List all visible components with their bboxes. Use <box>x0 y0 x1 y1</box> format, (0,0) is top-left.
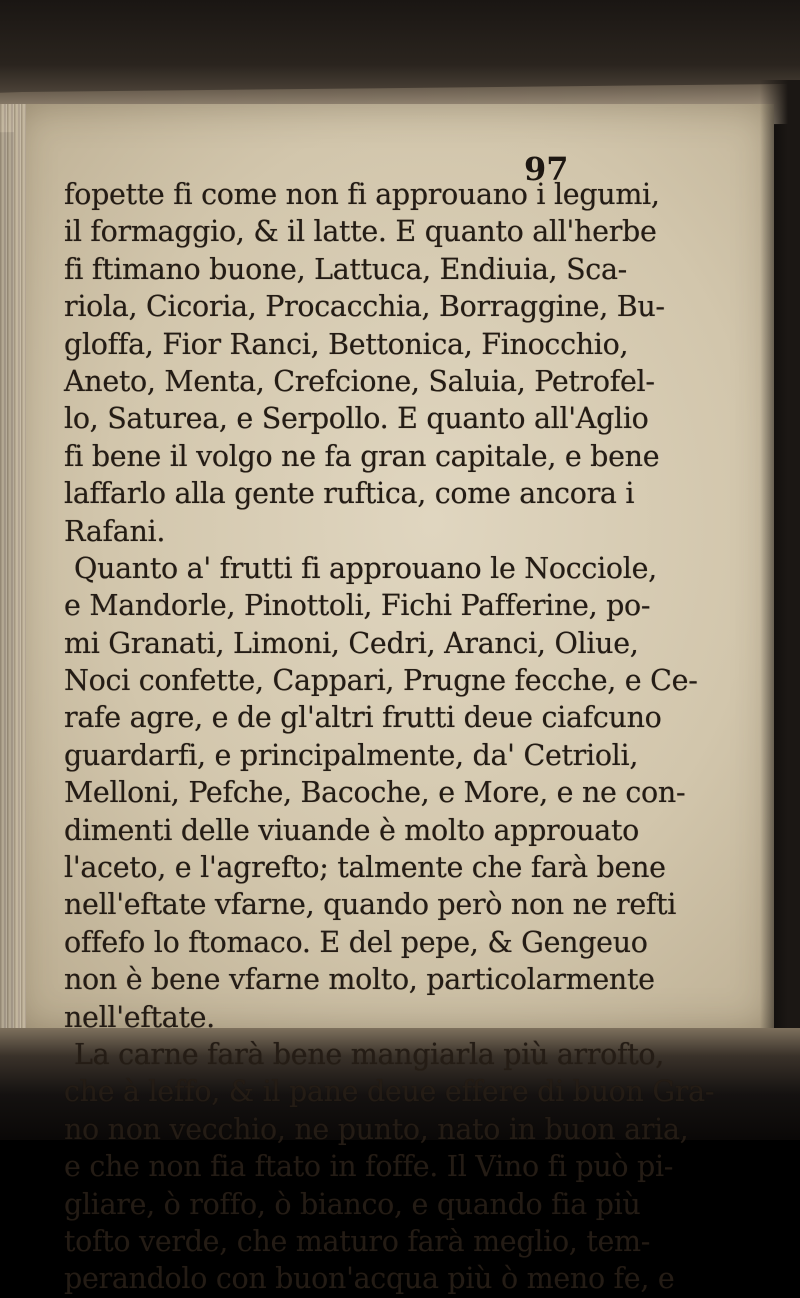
text-line: Aneto, Menta, Crefcione, Saluia, Petrofel- <box>64 364 655 398</box>
text-line: laffarlo alla gente ruftica, come ancora i <box>64 477 635 511</box>
text-line: no non vecchio, ne punto, nato in buon aria, <box>64 1112 689 1146</box>
text-line: fi bene il volgo ne fa gran capitale, e bene <box>64 439 660 473</box>
scan-top-dark-margin <box>0 0 800 92</box>
text-line: e Mandorle, Pinottoli, Fichi Pafferine, po- <box>64 589 651 623</box>
text-line: mi Granati, Limoni, Cedri, Aranci, Oliue, <box>64 626 639 660</box>
text-line: gliare, ò roffo, ò bianco, e quando fia più <box>64 1187 641 1221</box>
text-line: l'aceto, e l'agrefto; talmente che farà bene <box>64 851 666 885</box>
text-line: fi ftimano buone, Lattuca, Endiuia, Sca- <box>64 252 627 286</box>
page-number: 97 <box>524 150 569 188</box>
text-line: rafe agre, e de gl'altri frutti deue ciafcuno <box>64 701 662 735</box>
text-line: nell'eftate. <box>64 1000 215 1034</box>
text-line: Noci confette, Cappari, Prugne fecche, e Ce- <box>64 664 698 698</box>
text-line: offefo lo ftomaco. E del pepe, & Gengeuo <box>64 925 648 959</box>
text-line: tofto verde, che maturo farà meglio, tem- <box>64 1224 651 1258</box>
text-line: fopette fi come non fi approuano i legumi, <box>64 178 660 211</box>
text-line: Melloni, Pefche, Bacoche, e More, e ne con- <box>64 776 686 810</box>
text-line: che à leffo, & il pane deue effere di buon Gra- <box>64 1075 715 1109</box>
text-line: il formaggio, & il latte. E quanto all'herbe <box>64 215 657 249</box>
text-line: dimenti delle viuande è molto approuato <box>64 813 639 847</box>
text-line: riola, Cicoria, Procacchia, Borraggine, Bu- <box>64 290 665 324</box>
text-line: La carne farà bene mangiarla più arrofto, <box>74 1037 665 1071</box>
book-page-stack-edge <box>0 104 26 1032</box>
text-line: gloffa, Fior Ranci, Bettonica, Finocchio, <box>64 327 629 361</box>
book-right-shadow <box>760 80 800 1060</box>
text-line: Quanto a' frutti fi approuano le Nocciole, <box>74 551 657 585</box>
page-text <box>64 176 764 1298</box>
text-line: lo, Saturea, e Serpollo. E quanto all'Aglio <box>64 402 649 436</box>
text-line: nell'eftate vfarne, quando però non ne refti <box>64 888 677 922</box>
text-line: e che non fia ftato in foffe. Il Vino fi può pi- <box>64 1150 674 1184</box>
text-line: guardarfi, e principalmente, da' Cetrioli, <box>64 738 639 772</box>
text-line: Rafani. <box>64 514 166 548</box>
text-line: perandolo con buon'acqua più ò meno fe, e <box>64 1262 675 1296</box>
text-line: non è bene vfarne molto, particolarmente <box>64 963 655 997</box>
